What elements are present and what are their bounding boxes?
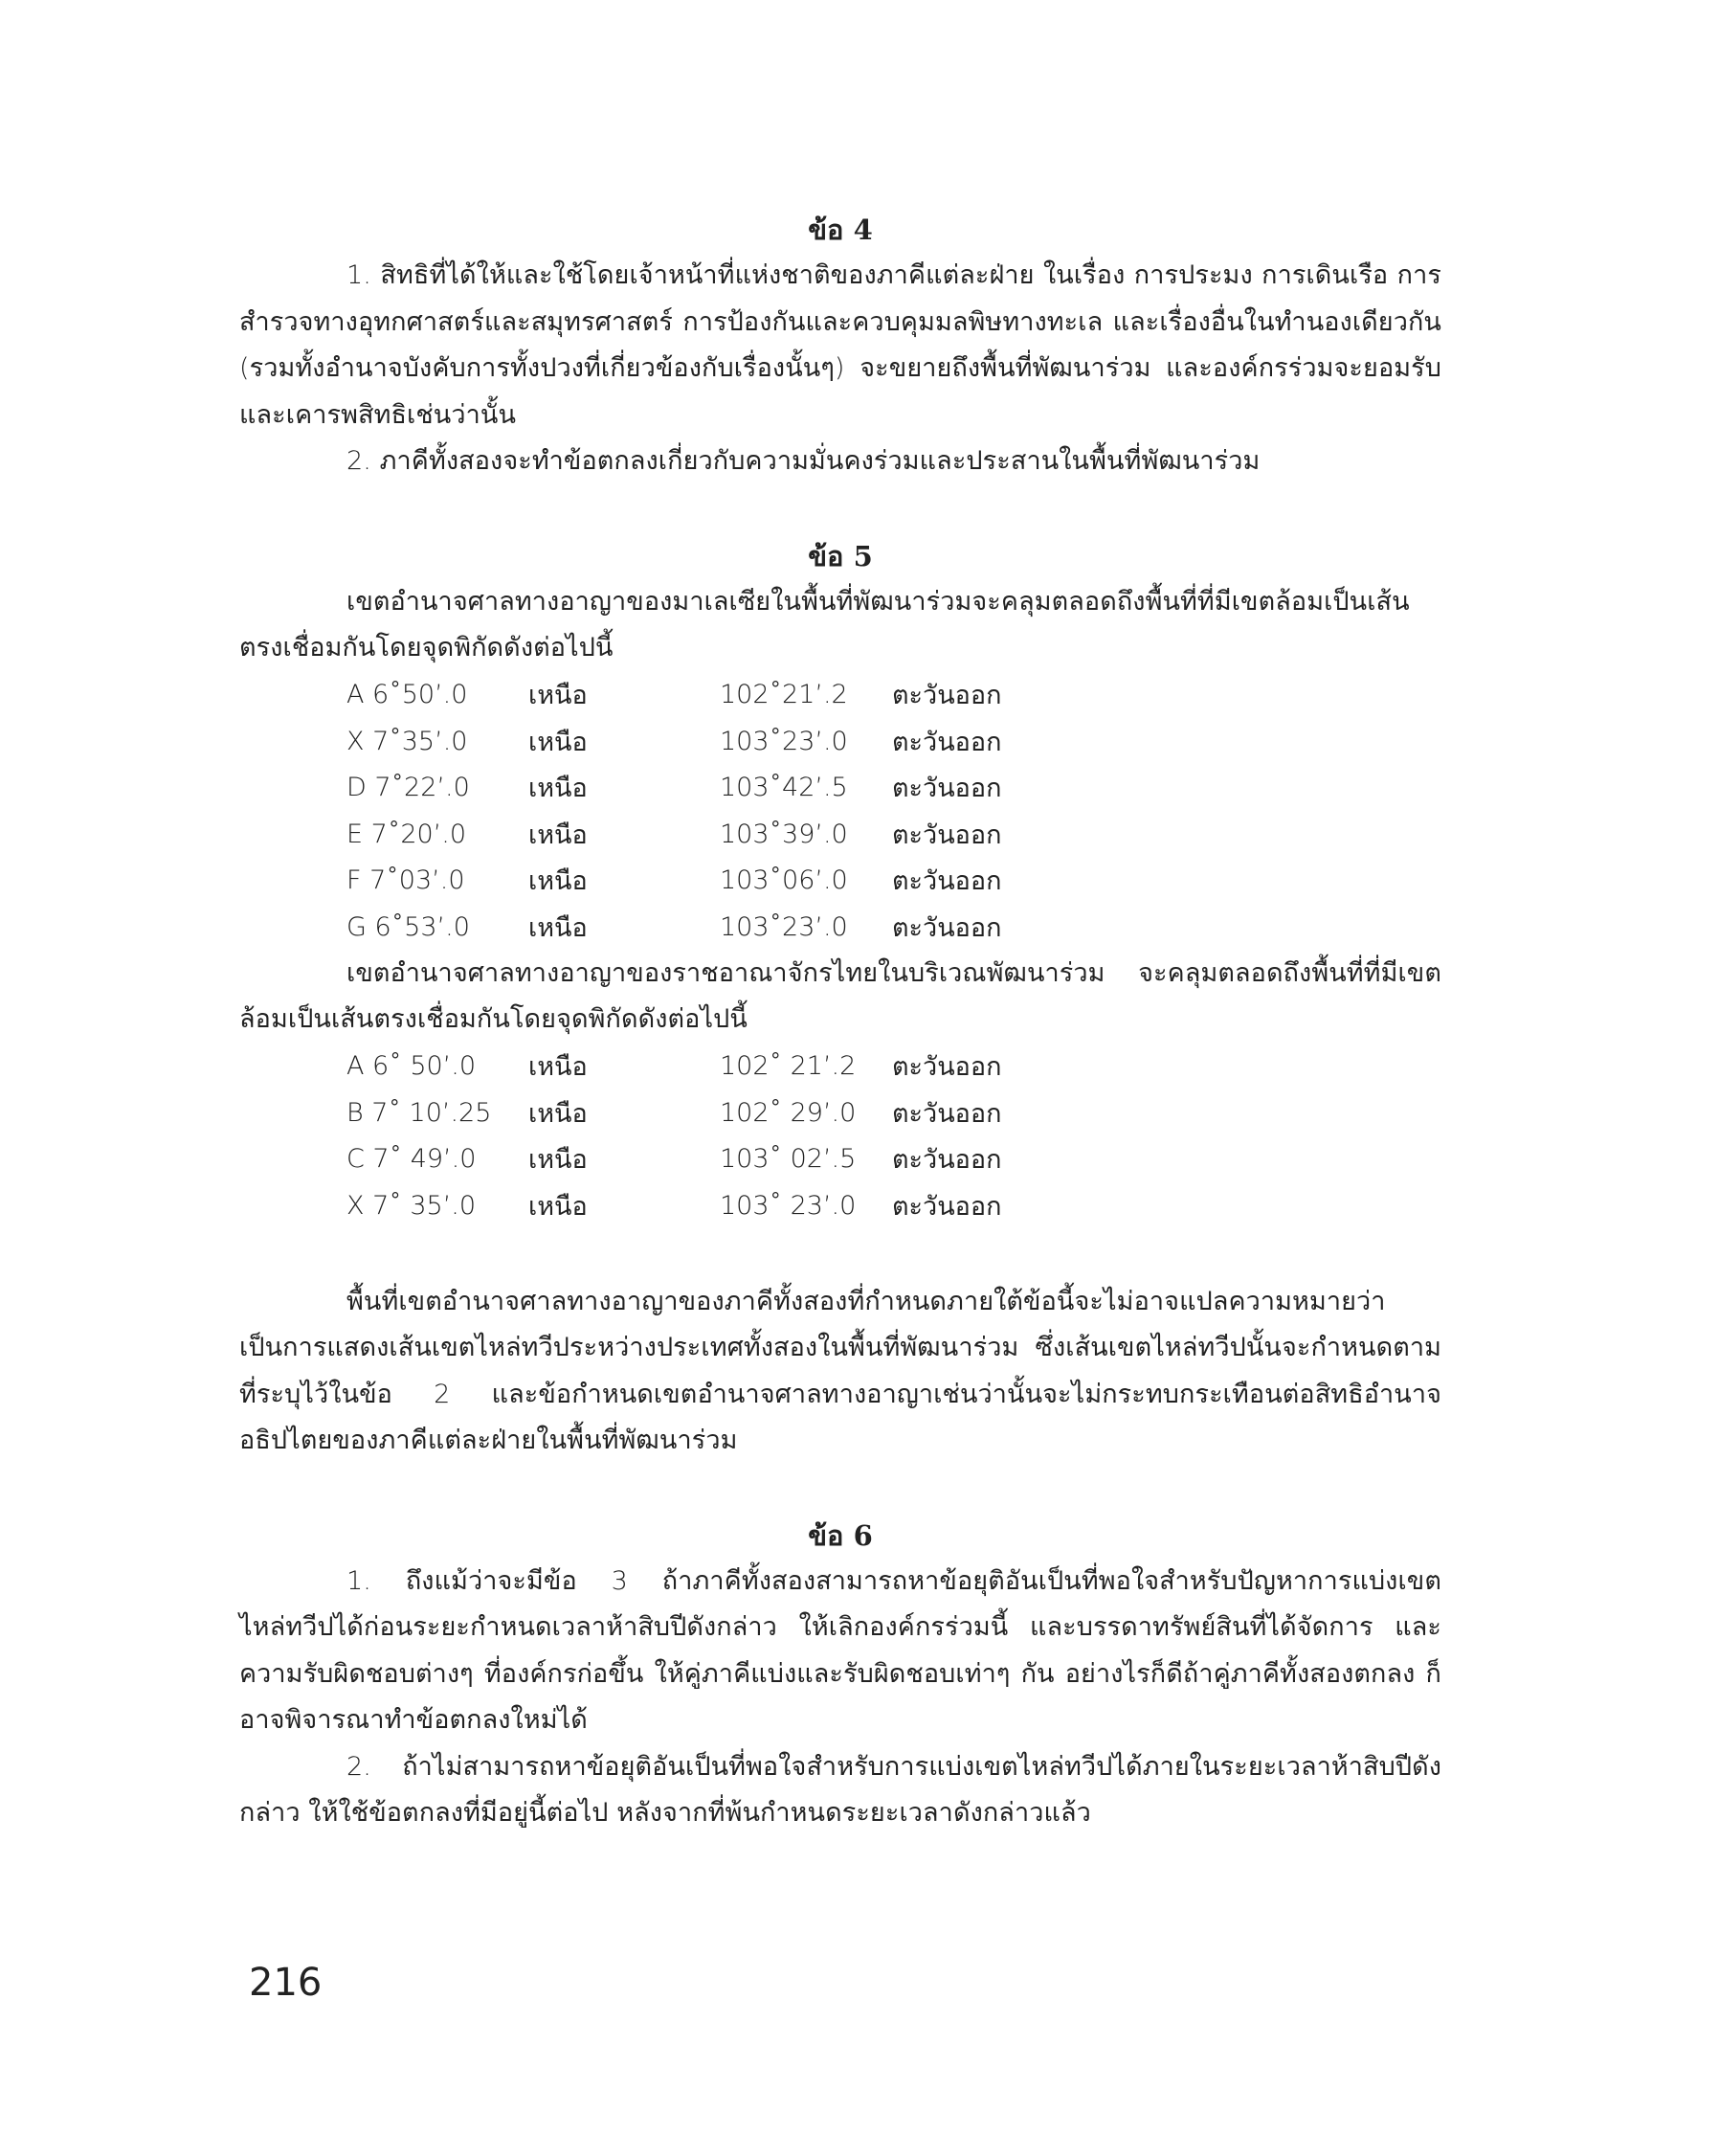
longitude-value: 103˚23’.0 [720, 911, 848, 942]
malaysia-coordinate-row [346, 672, 1083, 719]
coordinate-point: X 7˚35’.0 [346, 726, 468, 756]
longitude-direction: ตะวันออก [892, 681, 1002, 711]
article-6-heading: ข้อ 6 [808, 1518, 873, 1552]
coordinate-point: F 7˚03’.0 [346, 865, 465, 896]
longitude-direction: ตะวันออก [892, 1052, 1002, 1083]
article-5-thailand-intro: เขตอำนาจศาลทางอาญาของราชอาณาจักรไทยในบริเวณพัฒนาร่วม จะคลุมตลอดถึงพื้นที่ที่มีเขตล้อมเป็นเส้นตรงเชื่อมกันโดยจุดพิกัดดังต่อไปนี้ [239, 957, 1441, 1034]
longitude-value: 102˚ 21’.2 [720, 1051, 857, 1082]
coordinate-point: A 6˚50’.0 [346, 680, 468, 710]
coordinate-point: G 6˚53’.0 [346, 911, 470, 942]
longitude-direction: ตะวันออก [892, 774, 1002, 804]
article-6-paragraph-2: 2. ถ้าไม่สามารถหาข้อยุติอันเป็นที่พอใจสำหรับการแบ่งเขตไหล่ทวีปได้ภายในระยะเวลาห้าสิบปีดังกล่าว ให้ใช้ข้อตกลงที่มีอยู่นี้ต่อไป หลังจากที่พ้นกำหนดระยะเวลาดังกล่าวแล้ว [239, 1751, 1441, 1828]
article-6 [239, 1513, 1441, 1837]
latitude-direction: เหนือ [528, 820, 588, 850]
malaysia-coordinate-row [346, 718, 1083, 765]
coordinate-point: E 7˚20’.0 [346, 819, 467, 849]
article-5-closing-paragraph: พื้นที่เขตอำนาจศาลทางอาญาของภาคีทั้งสองที่กำหนดภายใต้ข้อนี้จะไม่อาจแปลความหมายว่าเป็นการแสดงเส้นเขตไหล่ทวีประหว่างประเทศทั้งสองในพื้นที่พัฒนาร่วม ซึ่งเส้นเขตไหล่ทวีปนั้นจะกำหนดตามที่ระบุไว้ในข้อ 2 และข้อกำหนดเขตอำนาจศาลทางอาญาเช่นว่านั้นจะไม่กระทบกระเทือนต่อสิทธิอำนาจอธิปไตยของภาคีแต่ละฝ่ายในพื้นที่พัฒนาร่วม [239, 1286, 1441, 1455]
article-5-heading: ข้อ 5 [808, 539, 873, 573]
article-5 [239, 533, 1441, 1465]
malaysia-coordinate-row [346, 811, 1083, 858]
longitude-direction: ตะวันออก [892, 727, 1002, 757]
latitude-direction: เหนือ [528, 1145, 588, 1176]
article-5-malaysia-intro: เขตอำนาจศาลทางอาญาของมาเลเซียในพื้นที่พัฒนาร่วมจะคลุมตลอดถึงพื้นที่ที่มีเขตล้อมเป็นเส้นตรงเชื่อมกันโดยจุดพิกัดดังต่อไปนี้ [239, 586, 1410, 663]
latitude-direction: เหนือ [528, 681, 588, 711]
coordinate-point: C 7˚ 49’.0 [346, 1144, 477, 1175]
malaysia-coordinate-row [346, 858, 1083, 905]
latitude-direction: เหนือ [528, 774, 588, 804]
coordinate-point: D 7˚22’.0 [346, 773, 470, 803]
longitude-value: 102˚21’.2 [720, 680, 848, 710]
longitude-value: 103˚42’.5 [720, 773, 848, 803]
longitude-value: 103˚39’.0 [720, 819, 848, 849]
latitude-direction: เหนือ [528, 1052, 588, 1083]
malaysia-coordinate-row [346, 765, 1083, 812]
page-number: 216 [249, 1961, 323, 2005]
article-4 [239, 207, 1441, 485]
longitude-value: 103˚ 02’.5 [720, 1144, 857, 1175]
thailand-coordinate-row [346, 1136, 1083, 1183]
longitude-direction: ตะวันออก [892, 820, 1002, 850]
thailand-coordinate-row [346, 1089, 1083, 1136]
longitude-value: 103˚ 23’.0 [720, 1190, 857, 1221]
longitude-direction: ตะวันออก [892, 1191, 1002, 1222]
longitude-value: 103˚06’.0 [720, 865, 848, 896]
latitude-direction: เหนือ [528, 1191, 588, 1222]
article-4-paragraph-1: 1. สิทธิที่ได้ให้และใช้โดยเจ้าหน้าที่แห่งชาติของภาคีแต่ละฝ่าย ในเรื่อง การประมง การเดินเรือ การสำรวจทางอุทกศาสตร์และสมุทรศาสตร์ การป้องกันและควบคุมมลพิษทางทะเล และเรื่องอื่นในทำนองเดียวกัน (รวมทั้งอำนาจบังคับการทั้งปวงที่เกี่ยวข้องกับเรื่องนั้นๆ) จะขยายถึงพื้นที่พัฒนาร่วม และองค์กรร่วมจะยอมรับและเคารพสิทธิเช่นว่านั้น [239, 260, 1441, 430]
latitude-direction: เหนือ [528, 912, 588, 943]
longitude-direction: ตะวันออก [892, 1145, 1002, 1176]
article-4-heading: ข้อ 4 [808, 213, 873, 246]
longitude-direction: ตะวันออก [892, 912, 1002, 943]
malaysia-coordinates-table [346, 672, 1083, 951]
latitude-direction: เหนือ [528, 1098, 588, 1129]
thailand-coordinate-row [346, 1044, 1083, 1090]
longitude-direction: ตะวันออก [892, 866, 1002, 897]
latitude-direction: เหนือ [528, 866, 588, 897]
longitude-value: 103˚23’.0 [720, 726, 848, 756]
thailand-coordinate-row [346, 1182, 1083, 1229]
malaysia-coordinate-row [346, 904, 1083, 951]
coordinate-point: X 7˚ 35’.0 [346, 1190, 477, 1221]
thailand-coordinates-table [346, 1044, 1083, 1229]
coordinate-point: A 6˚ 50’.0 [346, 1051, 477, 1082]
longitude-value: 102˚ 29’.0 [720, 1097, 857, 1128]
coordinate-point: B 7˚ 10’.25 [346, 1097, 492, 1128]
document-page [239, 0, 1441, 1837]
longitude-direction: ตะวันออก [892, 1098, 1002, 1129]
article-4-paragraph-2: 2. ภาคีทั้งสองจะทำข้อตกลงเกี่ยวกับความมั่นคงร่วมและประสานในพื้นที่พัฒนาร่วม [346, 446, 1261, 476]
latitude-direction: เหนือ [528, 727, 588, 757]
article-6-paragraph-1: 1. ถึงแม้ว่าจะมีข้อ 3 ถ้าภาคีทั้งสองสามารถหาข้อยุติอันเป็นที่พอใจสำหรับปัญหาการแบ่งเขตไหล่ทวีปได้ก่อนระยะกำหนดเวลาห้าสิบปีดังกล่าว ให้เลิกองค์กรร่วมนี้ และบรรดาทรัพย์สินที่ได้จัดการ และความรับผิดชอบต่างๆ ที่องค์กรก่อขึ้น ให้คู่ภาคีแบ่งและรับผิดชอบเท่าๆ กัน อย่างไรก็ดีถ้าคู่ภาคีทั้งสองตกลง ก็อาจพิจารณาทำข้อตกลงใหม่ได้ [239, 1565, 1441, 1735]
